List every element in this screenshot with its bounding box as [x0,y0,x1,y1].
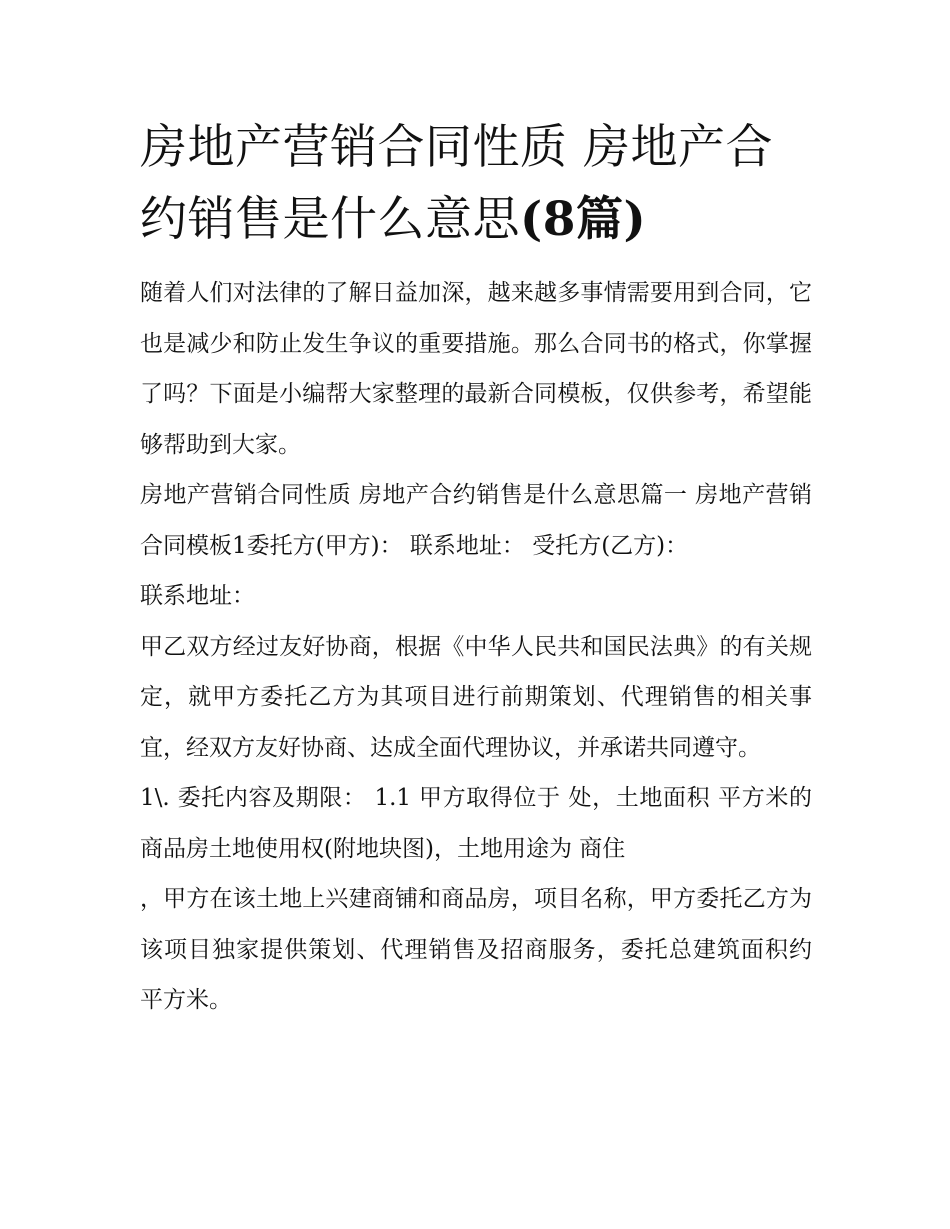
document-title [140,112,812,256]
clause-1-paragraph: 1\. 委托内容及期限： 1.1 甲方取得位于 处，土地面积 平方米的商品房土地使用权(附地块图)，土地用途为 商住 [140,785,812,862]
agreement-paragraph: 甲乙双方经过友好协商，根据《中华人民共和国民法典》的有关规定，就甲方委托乙方为其项目进行前期策划、代理销售的相关事宜，经双方友好协商、达成全面代理协议，并承诺共同遵守。 [140,633,812,761]
section-heading-paragraph: 房地产营销合同性质 房地产合约销售是什么意思篇一 房地产营销合同模板1委托方(甲方)： 联系地址： 受托方(乙方)： [140,482,812,559]
title-suffix: (8篇) [520,192,647,247]
clause-1-continuation: ，甲方在该土地上兴建商铺和商品房，项目名称，甲方委托乙方为该项目独家提供策划、代理销售及招商服务，委托总建筑面积约 平方米。 [140,886,812,1013]
intro-paragraph: 随着人们对法律的了解日益加深，越来越多事情需要用到合同，它也是减少和防止发生争议的重要措施。那么合同书的格式，你掌握了吗？下面是小编帮大家整理的最新合同模板，仅供参考，希望能够帮助到大家。 [140,280,812,458]
document-page [140,112,812,1026]
title-main: 房地产营销合同性质 房地产合约销售是什么意思 [140,120,773,247]
contact-address-line: 联系地址： [140,583,255,609]
